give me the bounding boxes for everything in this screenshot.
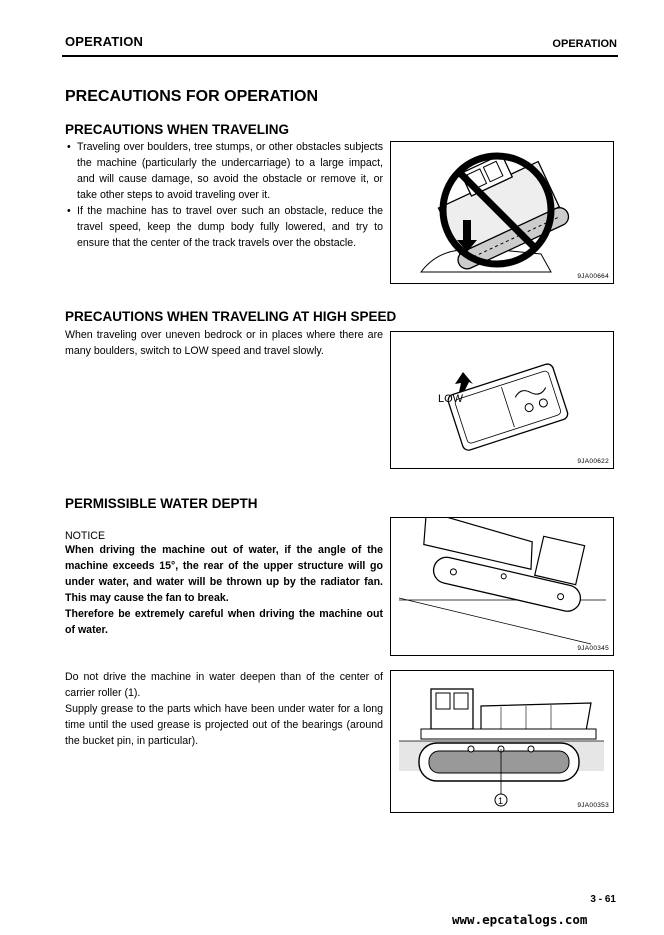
watermark-url: www.epcatalogs.com [452,912,588,927]
water-angle-illustration [391,518,613,655]
water-depth-para-2: Supply grease to the parts which have been under water for a long time until the used grease is projected out of the bearings (around the bucket pin, in particular). [65,703,383,747]
callout-1: 1 [498,796,504,806]
header-section-title: OPERATION [65,34,144,49]
notice-text-1: When driving the machine out of water, if the angle of the machine exceeds 15°, the rear of the upper structure will go under water, and water will be thrown up by the radiator fan. This may cause the fan to break. [65,544,383,604]
notice-title: NOTICE [65,530,106,542]
figure-water-depth-id: 9JA00353 [577,802,609,809]
traveling-bullet-2: • If the machine has to travel over such an obstacle, reduce the travel speed, keep the dump body fully lowered, and try to ensure that the center of the track travels over the obstacle. [65,203,383,251]
traveling-bullet-1: • Traveling over boulders, tree stumps, or other obstacles subjects the machine (particularly the undercarriage) to a large impact, and will cause damage, so avoid the obstacle or remove it, or take other steps to avoid traveling over it. [65,139,383,203]
figure-low-switch-id: 9JA00622 [577,458,609,465]
figure-water-angle [390,517,614,656]
notice-block [65,530,383,638]
page-number: 3 - 61 [590,894,616,905]
header-rule [62,55,618,57]
high-speed-text: When traveling over uneven bedrock or in places where there are many boulders, switch to LOW speed and travel slowly. [65,329,383,357]
traveling-text [65,139,383,251]
heading-traveling: PRECAUTIONS WHEN TRAVELING [65,122,290,137]
figure-low-switch [390,331,614,469]
notice-text-2: Therefore be extremely careful when driving the machine out of water. [65,608,383,636]
heading-high-speed: PRECAUTIONS WHEN TRAVELING AT HIGH SPEED [65,309,397,324]
obstacle-illustration [391,142,613,283]
low-label: LOW [438,393,464,405]
low-switch-illustration [391,332,613,468]
water-depth-para-1: Do not drive the machine in water deepen than of the center of carrier roller (1). [65,671,383,699]
heading-water-depth: PERMISSIBLE WATER DEPTH [65,496,258,511]
header-chapter-title: OPERATION [552,38,617,50]
water-depth-illustration [391,671,613,812]
figure-obstacle-id: 9JA00664 [577,273,609,280]
figure-water-depth [390,670,614,813]
figure-obstacle [390,141,614,284]
page-title: PRECAUTIONS FOR OPERATION [65,88,319,105]
water-depth-text [65,669,383,749]
figure-water-angle-id: 9JA00345 [577,645,609,652]
